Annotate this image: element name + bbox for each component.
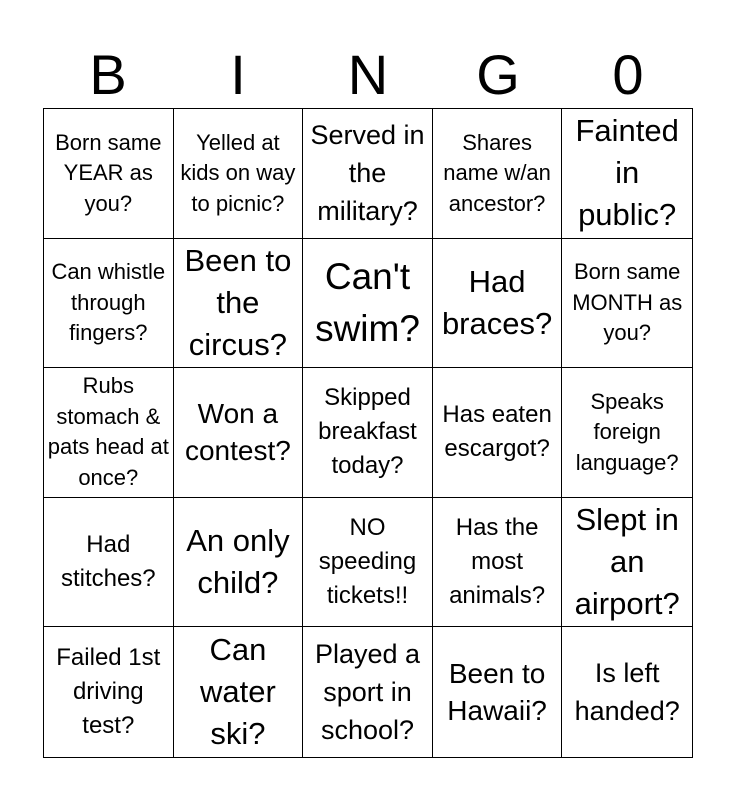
cell-text: Shares name w/an ancestor? bbox=[443, 129, 551, 216]
cell-text: Can water ski? bbox=[199, 632, 276, 752]
cell-text: Born same MONTH as you? bbox=[572, 259, 683, 346]
cell-text: Fainted in public? bbox=[575, 113, 679, 233]
header-letter-g: G bbox=[476, 43, 520, 106]
bingo-cell[interactable] bbox=[174, 368, 304, 498]
cell-text: NO speeding tickets!! bbox=[318, 514, 417, 610]
cell-text: Slept in an airport? bbox=[574, 502, 680, 622]
cell-text: Served in the military? bbox=[310, 120, 425, 227]
cell-text: Speaks foreign language? bbox=[575, 388, 679, 475]
header-letter-b: B bbox=[89, 43, 127, 106]
bingo-cell[interactable] bbox=[562, 498, 692, 628]
bingo-cell[interactable] bbox=[562, 109, 692, 239]
bingo-cell[interactable] bbox=[562, 239, 692, 369]
bingo-cell[interactable] bbox=[303, 109, 433, 239]
cell-text: Is left handed? bbox=[574, 658, 680, 727]
cell-text: Can whistle through fingers? bbox=[51, 259, 166, 346]
cell-text: Skipped breakfast today? bbox=[318, 384, 417, 480]
bingo-cell[interactable] bbox=[562, 368, 692, 498]
bingo-cell[interactable] bbox=[174, 627, 304, 757]
bingo-cell[interactable] bbox=[303, 627, 433, 757]
header-letter-n: N bbox=[347, 43, 389, 106]
bingo-card-grid bbox=[43, 108, 693, 758]
bingo-cell[interactable] bbox=[303, 368, 433, 498]
cell-text: Born same YEAR as you? bbox=[55, 129, 162, 216]
cell-text: Has the most animals? bbox=[449, 514, 546, 610]
cell-text: Had braces? bbox=[441, 263, 553, 341]
bingo-header bbox=[43, 42, 693, 108]
bingo-cell[interactable] bbox=[433, 627, 563, 757]
cell-text: Been to Hawaii? bbox=[447, 658, 547, 727]
cell-text: Yelled at kids on way to picnic? bbox=[180, 129, 296, 216]
cell-text: Won a contest? bbox=[184, 398, 291, 467]
bingo-cell[interactable] bbox=[433, 368, 563, 498]
bingo-cell[interactable] bbox=[433, 498, 563, 628]
cell-text: Has eaten escargot? bbox=[442, 401, 552, 463]
bingo-cell[interactable] bbox=[433, 239, 563, 369]
cell-text: Can't swim? bbox=[315, 255, 420, 349]
bingo-cell[interactable] bbox=[562, 627, 692, 757]
bingo-cell[interactable] bbox=[433, 109, 563, 239]
cell-text: Played a sport in school? bbox=[314, 639, 421, 746]
bingo-cell[interactable] bbox=[44, 239, 174, 369]
cell-text: Been to the circus? bbox=[184, 242, 292, 362]
bingo-cell[interactable] bbox=[303, 498, 433, 628]
bingo-cell[interactable] bbox=[303, 239, 433, 369]
bingo-cell[interactable] bbox=[44, 109, 174, 239]
cell-text: Rubs stomach & pats head at once? bbox=[47, 373, 169, 490]
bingo-cell[interactable] bbox=[174, 498, 304, 628]
bingo-cell[interactable] bbox=[44, 368, 174, 498]
header-letter-i: I bbox=[230, 43, 246, 106]
header-letter-o: 0 bbox=[612, 43, 644, 106]
bingo-cell[interactable] bbox=[174, 109, 304, 239]
cell-text: Had stitches? bbox=[60, 531, 156, 593]
bingo-cell[interactable] bbox=[44, 498, 174, 628]
cell-text: An only child? bbox=[186, 523, 290, 601]
cell-text: Failed 1st driving test? bbox=[56, 644, 161, 740]
bingo-cell[interactable] bbox=[44, 627, 174, 757]
bingo-cell[interactable] bbox=[174, 239, 304, 369]
